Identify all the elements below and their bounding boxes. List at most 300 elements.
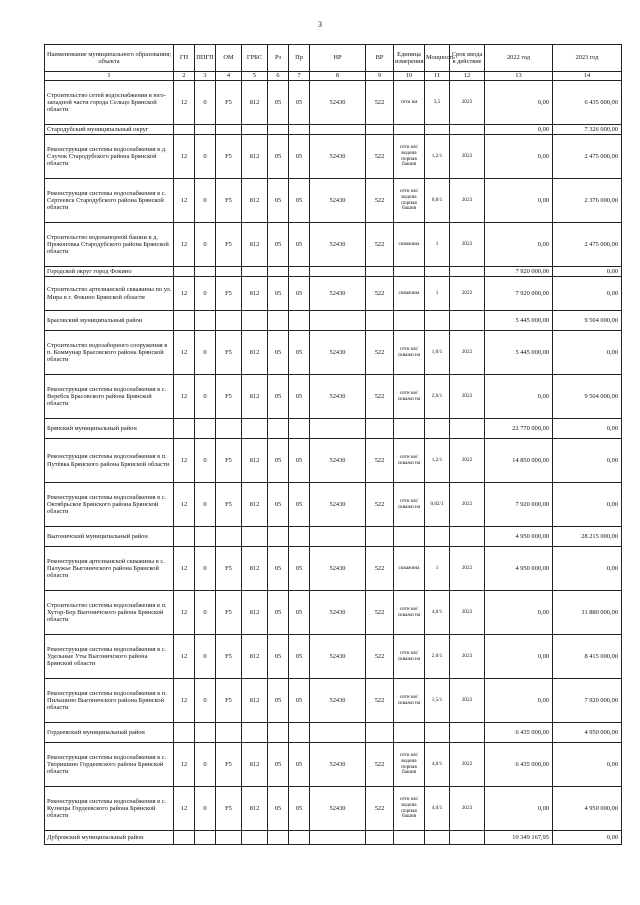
om-cell: F5 [216, 135, 242, 179]
amount-2022-cell: 6 435 000,00 [485, 743, 553, 787]
object-row [45, 179, 622, 223]
power-cell: 2,0/1 [425, 635, 450, 679]
power-cell: 3,5 [425, 81, 450, 125]
power-cell [425, 527, 450, 547]
nr-cell: 52430 [310, 483, 366, 527]
om-cell: F5 [216, 787, 242, 831]
col-number: 9 [366, 72, 394, 81]
ppgp-cell: 0 [195, 439, 216, 483]
unit-cell: скважина [394, 223, 425, 267]
ppgp-cell: 0 [195, 787, 216, 831]
amount-2023-cell: 0,00 [553, 419, 622, 439]
gp-cell: 12 [174, 439, 195, 483]
region-row [45, 723, 622, 743]
rz-cell: 05 [268, 743, 289, 787]
grbs-cell [242, 419, 268, 439]
unit-cell [394, 527, 425, 547]
grbs-cell [242, 723, 268, 743]
pr-cell: 05 [289, 787, 310, 831]
object-row [45, 331, 622, 375]
ppgp-cell: 0 [195, 81, 216, 125]
amount-2023-cell: 9 504 000,00 [553, 375, 622, 419]
nr-cell [310, 267, 366, 277]
amount-2022-cell: 4 950 000,00 [485, 527, 553, 547]
nr-cell: 52430 [310, 591, 366, 635]
nr-cell [310, 723, 366, 743]
col-number: 5 [242, 72, 268, 81]
rz-cell [268, 723, 289, 743]
region-row [45, 311, 622, 331]
region-row [45, 267, 622, 277]
col-header-ppgp: ППГП [195, 45, 216, 72]
amount-2022-cell: 6 435 000,00 [485, 723, 553, 743]
om-cell [216, 723, 242, 743]
row-name-cell: Строительство водозаборного сооружения в п. Коммунар Брасовского района Брянской области [45, 331, 174, 375]
vr-cell: 522 [366, 81, 394, 125]
row-name-cell: Строительство артезианской скважины по ул. Мира в г. Фокино Брянской области [45, 277, 174, 311]
rz-cell: 05 [268, 483, 289, 527]
amount-2023-cell: 0,00 [553, 267, 622, 277]
col-header-unit: Единица измерения [394, 45, 425, 72]
vr-cell [366, 527, 394, 547]
gp-cell [174, 527, 195, 547]
power-cell: 1,2/1 [425, 439, 450, 483]
ppgp-cell: 0 [195, 743, 216, 787]
rz-cell: 05 [268, 679, 289, 723]
term-cell: 2023 [450, 223, 485, 267]
grbs-cell: 812 [242, 787, 268, 831]
pr-cell: 05 [289, 135, 310, 179]
row-name-cell: Гордеевский муниципальный район [45, 723, 174, 743]
pr-cell [289, 831, 310, 845]
term-cell [450, 831, 485, 845]
amount-2022-cell: 7 920 000,00 [485, 267, 553, 277]
vr-cell: 522 [366, 743, 394, 787]
amount-2022-cell: 0,00 [485, 135, 553, 179]
row-name-cell: Реконструкция системы водоснабжения в с. Творишино Гордеевского района Брянской области [45, 743, 174, 787]
om-cell [216, 125, 242, 135]
col-number: 14 [553, 72, 622, 81]
om-cell: F5 [216, 223, 242, 267]
power-cell: 0,8/1 [425, 179, 450, 223]
pr-cell: 05 [289, 375, 310, 419]
object-row [45, 591, 622, 635]
vr-cell: 522 [366, 331, 394, 375]
ppgp-cell [195, 723, 216, 743]
om-cell [216, 527, 242, 547]
nr-cell [310, 311, 366, 331]
pr-cell: 05 [289, 223, 310, 267]
pr-cell: 05 [289, 277, 310, 311]
unit-cell: сети км/водона порная башня [394, 743, 425, 787]
power-cell: 2,0/1 [425, 375, 450, 419]
term-cell [450, 723, 485, 743]
nr-cell: 52430 [310, 787, 366, 831]
om-cell [216, 267, 242, 277]
unit-cell: сети км/скважи на [394, 439, 425, 483]
object-row [45, 787, 622, 831]
pr-cell [289, 419, 310, 439]
ppgp-cell: 0 [195, 679, 216, 723]
amount-2023-cell: 7 920 000,00 [553, 679, 622, 723]
power-cell: 1,2/1 [425, 135, 450, 179]
grbs-cell: 812 [242, 591, 268, 635]
vr-cell: 522 [366, 179, 394, 223]
amount-2023-cell: 0,00 [553, 743, 622, 787]
vr-cell: 522 [366, 635, 394, 679]
nr-cell [310, 831, 366, 845]
nr-cell: 52430 [310, 635, 366, 679]
gp-cell: 12 [174, 483, 195, 527]
term-cell [450, 267, 485, 277]
rz-cell [268, 527, 289, 547]
grbs-cell [242, 267, 268, 277]
row-name-cell: Строительство водонапорной башни в д. Прокоповка Стародубского района Брянской области [45, 223, 174, 267]
object-row [45, 135, 622, 179]
amount-2023-cell: 0,00 [553, 483, 622, 527]
term-cell [450, 419, 485, 439]
amount-2022-cell: 0,00 [485, 787, 553, 831]
amount-2022-cell: 0,00 [485, 375, 553, 419]
row-name-cell: Реконструкция системы водоснабжения в с. Веребск Брасовского района Брянской области [45, 375, 174, 419]
unit-cell [394, 125, 425, 135]
col-header-rz: Рз [268, 45, 289, 72]
amount-2022-cell: 0,00 [485, 223, 553, 267]
term-cell: 2022 [450, 547, 485, 591]
nr-cell: 52430 [310, 331, 366, 375]
power-cell [425, 311, 450, 331]
amount-2023-cell: 0,00 [553, 331, 622, 375]
ppgp-cell [195, 527, 216, 547]
term-cell: 2023 [450, 135, 485, 179]
col-header-2023: 2023 год [553, 45, 622, 72]
grbs-cell: 812 [242, 375, 268, 419]
term-cell: 2023 [450, 787, 485, 831]
unit-cell [394, 311, 425, 331]
amount-2022-cell: 0,00 [485, 125, 553, 135]
page-number: 3 [318, 20, 322, 29]
rz-cell: 05 [268, 547, 289, 591]
term-cell: 2022 [450, 331, 485, 375]
gp-cell [174, 419, 195, 439]
power-cell: 1 [425, 277, 450, 311]
gp-cell: 12 [174, 375, 195, 419]
om-cell: F5 [216, 179, 242, 223]
object-row [45, 547, 622, 591]
om-cell [216, 419, 242, 439]
amount-2023-cell: 0,00 [553, 831, 622, 845]
nr-cell: 52430 [310, 679, 366, 723]
term-cell: 2023 [450, 679, 485, 723]
om-cell: F5 [216, 547, 242, 591]
pr-cell [289, 125, 310, 135]
unit-cell: сети км/скважи на [394, 635, 425, 679]
row-name-cell: Реконструкция системы водоснабжения в с. Кузнецы Гордеевского района Брянской области [45, 787, 174, 831]
vr-cell: 522 [366, 439, 394, 483]
ppgp-cell: 0 [195, 591, 216, 635]
row-name-cell: Брасовский муниципальный район [45, 311, 174, 331]
rz-cell: 05 [268, 135, 289, 179]
amount-2022-cell: 5 445 000,00 [485, 331, 553, 375]
gp-cell: 12 [174, 547, 195, 591]
amount-2022-cell: 5 445 000,00 [485, 311, 553, 331]
rz-cell [268, 311, 289, 331]
pr-cell [289, 527, 310, 547]
col-header-pr: Пр [289, 45, 310, 72]
unit-cell [394, 267, 425, 277]
amount-2022-cell: 0,00 [485, 591, 553, 635]
grbs-cell [242, 311, 268, 331]
object-row [45, 375, 622, 419]
pr-cell: 05 [289, 483, 310, 527]
gp-cell: 12 [174, 679, 195, 723]
amount-2022-cell: 0,00 [485, 679, 553, 723]
row-name-cell: Реконструкция артезианской скважины в с. Палужье Выгоничского района Брянской области [45, 547, 174, 591]
om-cell: F5 [216, 277, 242, 311]
term-cell: 2023 [450, 591, 485, 635]
grbs-cell [242, 125, 268, 135]
col-header-om: ОМ [216, 45, 242, 72]
amount-2022-cell: 4 950 000,00 [485, 547, 553, 591]
nr-cell: 52430 [310, 547, 366, 591]
power-cell: 1,5/1 [425, 679, 450, 723]
vr-cell: 522 [366, 375, 394, 419]
amount-2023-cell: 2 475 000,00 [553, 223, 622, 267]
power-cell [425, 125, 450, 135]
col-number: 11 [425, 72, 450, 81]
row-name-cell: Строительство системы водоснабжения в п. Хутор-Бор Выгоничского района Брянской области [45, 591, 174, 635]
om-cell [216, 831, 242, 845]
vr-cell [366, 723, 394, 743]
header-row [45, 45, 622, 72]
unit-cell: скважина [394, 277, 425, 311]
ppgp-cell [195, 267, 216, 277]
amount-2022-cell: 7 920 000,00 [485, 483, 553, 527]
gp-cell: 12 [174, 743, 195, 787]
row-name-cell: Дубровский муниципальный район [45, 831, 174, 845]
ppgp-cell [195, 419, 216, 439]
term-cell: 2023 [450, 375, 485, 419]
col-number: 2 [174, 72, 195, 81]
pr-cell [289, 311, 310, 331]
row-name-cell: Выгоничский муниципальный район [45, 527, 174, 547]
object-row [45, 277, 622, 311]
col-header-gp: ГП [174, 45, 195, 72]
rz-cell: 05 [268, 787, 289, 831]
amount-2022-cell: 7 920 000,00 [485, 277, 553, 311]
pr-cell: 05 [289, 331, 310, 375]
nr-cell: 52430 [310, 277, 366, 311]
amount-2022-cell: 10 349 167,95 [485, 831, 553, 845]
om-cell: F5 [216, 331, 242, 375]
nr-cell: 52430 [310, 81, 366, 125]
unit-cell: сети км/скважи на [394, 375, 425, 419]
vr-cell [366, 125, 394, 135]
vr-cell [366, 419, 394, 439]
term-cell [450, 311, 485, 331]
power-cell: 1,0/1 [425, 331, 450, 375]
col-number: 7 [289, 72, 310, 81]
col-header-power: Мощность [425, 45, 450, 72]
gp-cell: 12 [174, 591, 195, 635]
vr-cell: 522 [366, 679, 394, 723]
pr-cell [289, 723, 310, 743]
col-number: 8 [310, 72, 366, 81]
gp-cell: 12 [174, 135, 195, 179]
gp-cell: 12 [174, 277, 195, 311]
pr-cell: 05 [289, 679, 310, 723]
unit-cell: сети км [394, 81, 425, 125]
term-cell: 2022 [450, 743, 485, 787]
unit-cell: сети км/скважи на [394, 331, 425, 375]
col-header-nr: НР [310, 45, 366, 72]
om-cell: F5 [216, 743, 242, 787]
amount-2023-cell: 4 950 000,00 [553, 723, 622, 743]
power-cell [425, 831, 450, 845]
om-cell [216, 311, 242, 331]
row-name-cell: Реконструкция системы водоснабжения в п. Путёвка Брянского района Брянской области [45, 439, 174, 483]
gp-cell: 12 [174, 223, 195, 267]
term-cell [450, 527, 485, 547]
rz-cell [268, 125, 289, 135]
pr-cell: 05 [289, 743, 310, 787]
grbs-cell: 812 [242, 81, 268, 125]
grbs-cell: 812 [242, 223, 268, 267]
unit-cell: сети км/скважи на [394, 483, 425, 527]
rz-cell [268, 267, 289, 277]
row-name-cell: Городской округ город Фокино [45, 267, 174, 277]
row-name-cell: Реконструкция системы водоснабжения в с. Удельные Уты Выгоничского района Брянской области [45, 635, 174, 679]
pr-cell: 05 [289, 635, 310, 679]
pr-cell: 05 [289, 81, 310, 125]
vr-cell [366, 831, 394, 845]
nr-cell: 52430 [310, 179, 366, 223]
power-cell [425, 723, 450, 743]
unit-cell: сети км/водона порная башня [394, 787, 425, 831]
ppgp-cell [195, 831, 216, 845]
object-row [45, 81, 622, 125]
grbs-cell: 812 [242, 743, 268, 787]
gp-cell: 12 [174, 179, 195, 223]
pr-cell: 05 [289, 439, 310, 483]
nr-cell: 52430 [310, 743, 366, 787]
om-cell: F5 [216, 81, 242, 125]
amount-2023-cell: 2 475 000,00 [553, 135, 622, 179]
power-cell: 0,82/1 [425, 483, 450, 527]
col-header-2022: 2022 год [485, 45, 553, 72]
rz-cell: 05 [268, 331, 289, 375]
vr-cell: 522 [366, 547, 394, 591]
col-number: 1 [45, 72, 174, 81]
gp-cell [174, 267, 195, 277]
ppgp-cell: 0 [195, 331, 216, 375]
amount-2022-cell: 14 850 000,00 [485, 439, 553, 483]
om-cell: F5 [216, 483, 242, 527]
unit-cell: сети км/скважи на [394, 591, 425, 635]
object-row [45, 743, 622, 787]
vr-cell [366, 267, 394, 277]
amount-2023-cell: 2 376 000,00 [553, 179, 622, 223]
power-cell: 1 [425, 547, 450, 591]
amount-2023-cell: 7 326 000,00 [553, 125, 622, 135]
col-number: 3 [195, 72, 216, 81]
object-row [45, 483, 622, 527]
rz-cell [268, 831, 289, 845]
grbs-cell: 812 [242, 439, 268, 483]
vr-cell: 522 [366, 277, 394, 311]
grbs-cell: 812 [242, 635, 268, 679]
grbs-cell [242, 831, 268, 845]
amount-2023-cell: 11 880 000,00 [553, 591, 622, 635]
gp-cell: 12 [174, 331, 195, 375]
term-cell: 2022 [450, 483, 485, 527]
vr-cell: 522 [366, 591, 394, 635]
unit-cell: сети км/скважи на [394, 679, 425, 723]
rz-cell: 05 [268, 439, 289, 483]
gp-cell: 12 [174, 81, 195, 125]
row-name-cell: Реконструкция системы водоснабжения в д. Случок Стародубского района Брянской области [45, 135, 174, 179]
col-header-term: Срок ввода в действие [450, 45, 485, 72]
table-body [45, 81, 622, 845]
row-name-cell: Реконструкция системы водоснабжения в с. Сергеевск Стародубского района Брянской области [45, 179, 174, 223]
gp-cell [174, 311, 195, 331]
vr-cell: 522 [366, 483, 394, 527]
om-cell: F5 [216, 591, 242, 635]
power-cell: 1 [425, 223, 450, 267]
ppgp-cell [195, 125, 216, 135]
gp-cell [174, 125, 195, 135]
object-row [45, 635, 622, 679]
nr-cell: 52430 [310, 439, 366, 483]
om-cell: F5 [216, 679, 242, 723]
power-cell: 4,0/1 [425, 787, 450, 831]
object-row [45, 223, 622, 267]
term-cell: 2023 [450, 635, 485, 679]
gp-cell: 12 [174, 635, 195, 679]
amount-2023-cell: 6 435 000,00 [553, 81, 622, 125]
rz-cell: 05 [268, 635, 289, 679]
gp-cell [174, 831, 195, 845]
ppgp-cell: 0 [195, 635, 216, 679]
col-number: 4 [216, 72, 242, 81]
object-row [45, 679, 622, 723]
ppgp-cell [195, 311, 216, 331]
power-cell: 4,0/1 [425, 743, 450, 787]
region-row [45, 527, 622, 547]
term-cell: 2022 [450, 439, 485, 483]
object-row [45, 439, 622, 483]
vr-cell: 522 [366, 787, 394, 831]
gp-cell [174, 723, 195, 743]
budget-table [44, 44, 622, 845]
rz-cell: 05 [268, 223, 289, 267]
term-cell: 2023 [450, 179, 485, 223]
nr-cell [310, 527, 366, 547]
unit-cell [394, 723, 425, 743]
power-cell [425, 419, 450, 439]
nr-cell: 52430 [310, 375, 366, 419]
power-cell: 4,0/1 [425, 591, 450, 635]
term-cell: 2023 [450, 81, 485, 125]
ppgp-cell: 0 [195, 223, 216, 267]
vr-cell: 522 [366, 135, 394, 179]
amount-2022-cell: 0,00 [485, 81, 553, 125]
row-name-cell: Строительство сетей водоснабжения в юго-западной части города Сельцо Брянской области [45, 81, 174, 125]
term-cell: 2022 [450, 277, 485, 311]
row-name-cell: Стародубский муниципальный округ [45, 125, 174, 135]
unit-cell: скважина [394, 547, 425, 591]
rz-cell: 05 [268, 277, 289, 311]
